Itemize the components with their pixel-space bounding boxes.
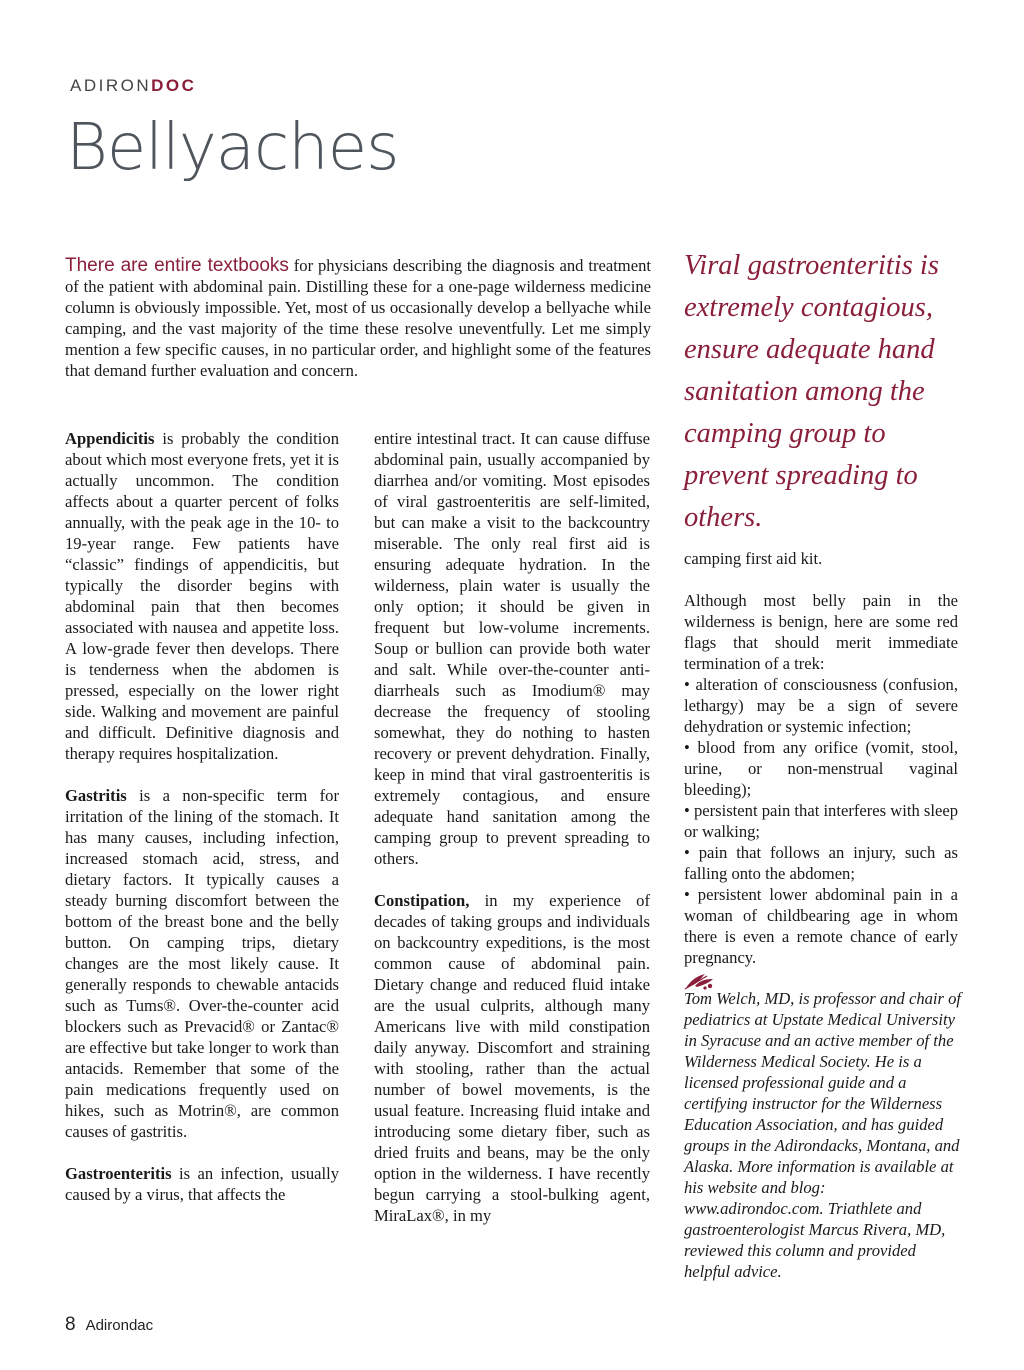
gastritis-text: is a non-specific term for irritation of the lining of the stomach. It has many causes, including infection, increased stomach acid, stress, and dietary factors. It typically causes a steady burning discomfort between the bottom of the breast bone and the belly button. On camping trips, dietary changes are the most likely cause. It generally responds to chewable antacids such as Tums®. Over-the-counter acid blockers such as Prevacid® or Zantac® are effective but take longer to work than antacids. Remember that some of the pain medications frequently used on hikes, such as Motrin®, are common causes of gastritis. — [65, 786, 339, 1141]
author-bio: Tom Welch, MD, is professor and chair of pediatrics at Upstate Medical University in Syracuse and an active member of the Wilderness Medical Society. He is a licensed professional guide and a certifying instructor for the Wilderness Education Association, and has guided groups in the Adirondacks, Montana, and Alaska. More information is available at his website and blog: www.adirondoc.com. Triathlete and gastroenterologist Marcus Rivera, MD, reviewed this column and provided helpful advice. — [684, 989, 962, 1281]
appendicitis-paragraph — [65, 428, 339, 764]
appendicitis-text: is probably the condition about which most everyone frets, yet it is actually uncommon. The condition affects about a quarter percent of folks annually, with the peak age in the 10- to 19-year range. Few patients have “classic” findings of appendicitis, but typically the disorder begins with abdominal pain that then becomes associated with nausea and appetite loss. A low-grade fever then develops. There is tenderness when the abdomen is pressed, especially on the lower right side. Walking and movement are painful and difficult. Definitive diagnosis and therapy requires hospitalization. — [65, 429, 339, 763]
section-kicker — [70, 76, 196, 96]
constipation-text: in my experience of decades of taking groups and individuals on backcountry expeditions, is the most common cause of abdominal pain. Dietary change and reduced fluid intake are the usual culprits, although many Americans live with mild constipation daily anyway. Discomfort and straining with stooling, rather than the actual number of bowel movements, is the usual feature. Increasing fluid intake and introducing some dietary fiber, such as dried fruits and beans, may be the only option in the wilderness. I have recently begun carrying a stool-bulking agent, MiraLax®, in my — [374, 891, 650, 1225]
gastritis-paragraph — [65, 785, 339, 1142]
red-flag-item: • pain that follows an injury, such as falling onto the abdomen; — [684, 843, 958, 883]
kicker-suffix: DOC — [151, 76, 197, 95]
pull-quote-line: others. — [684, 502, 763, 533]
pull-quote — [684, 245, 974, 539]
gastroenteritis-term: Gastroenteritis — [65, 1164, 172, 1183]
column-1 — [65, 428, 339, 1205]
page-number: 8 — [65, 1314, 76, 1335]
constipation-paragraph — [374, 890, 650, 1226]
pull-quote-line: ensure adequate hand — [684, 334, 935, 365]
constipation-term: Constipation, — [374, 891, 470, 910]
page-title: Bellyaches — [66, 111, 399, 185]
appendicitis-term: Appendicitis — [65, 429, 155, 448]
publication-name: Adirondac — [85, 1317, 154, 1334]
gastroenteritis-continued: entire intestinal tract. It can cause diffuse abdominal pain, usually accompanied by diarrhea and/or vomiting. Most episodes of viral gastroenteritis are self-limited, but can make a visit to the backcountry miserable. The only real first aid is ensuring adequate hydration. In the wilderness, plain water is usually the only option; it should be given in frequent but low-volume increments. Soup or bullion can provide both water and salt. While over-the-counter anti-diarrheals such as Imodium® may decrease the frequency of stooling somewhat, they do nothing to hasten recovery or prevent dehydration. Finally, keep in mind that viral gastroenteritis is extremely contagious, and ensure adequate hand sanitation among the camping group to prevent spreading to others. — [374, 429, 650, 868]
pull-quote-line: extremely contagious, — [684, 292, 934, 323]
pull-quote-line: camping group to — [684, 418, 886, 449]
intro-text: for physicians describing the diagnosis and treatment of the patient with abdominal pain. Distilling these for a one-page wilderness medicine column is obviously impossible. Yet, most of us occasionally develop a bellyache while camping, and the vast majority of the time these resolve uneventfully. Let me simply mention a few specific causes, in no particular order, and highlight some of the features that demand further evaluation and concern. — [65, 256, 651, 380]
pull-quote-line: prevent spreading to — [684, 460, 918, 491]
red-flags-intro: Although most belly pain in the wilderness is benign, here are some red flags that should merit immediate termination of a trek: — [684, 591, 958, 673]
intro-paragraph — [65, 255, 651, 381]
gastritis-term: Gastritis — [65, 786, 127, 805]
constipation-continued: camping first aid kit. — [684, 549, 823, 568]
pull-quote-line: Viral gastroenteritis is — [684, 250, 939, 281]
column-3 — [684, 548, 958, 968]
red-flag-item: • alteration of consciousness (confusion, lethargy) may be a sign of severe dehydration or systemic infection; — [684, 675, 958, 736]
gastroenteritis-text: is an infection, usually caused by a virus, that affects the — [65, 1164, 339, 1204]
red-flag-item: • persistent pain that interferes with sleep or walking; — [684, 801, 958, 841]
gastroenteritis-paragraph — [65, 1163, 339, 1205]
pull-quote-line: sanitation among the — [684, 376, 925, 407]
column-2 — [374, 428, 650, 1226]
red-flag-item: • blood from any orifice (vomit, stool, urine, or non-menstrual vaginal bleeding); — [684, 738, 958, 799]
page-footer — [65, 1314, 153, 1336]
kicker-prefix: ADIRON — [70, 76, 152, 95]
intro-lead: There are entire textbooks — [65, 255, 289, 276]
red-flags-paragraph — [684, 590, 958, 968]
red-flag-item: • persistent lower abdominal pain in a woman of childbearing age in whom there is even a remote chance of early pregnancy. — [684, 885, 958, 967]
